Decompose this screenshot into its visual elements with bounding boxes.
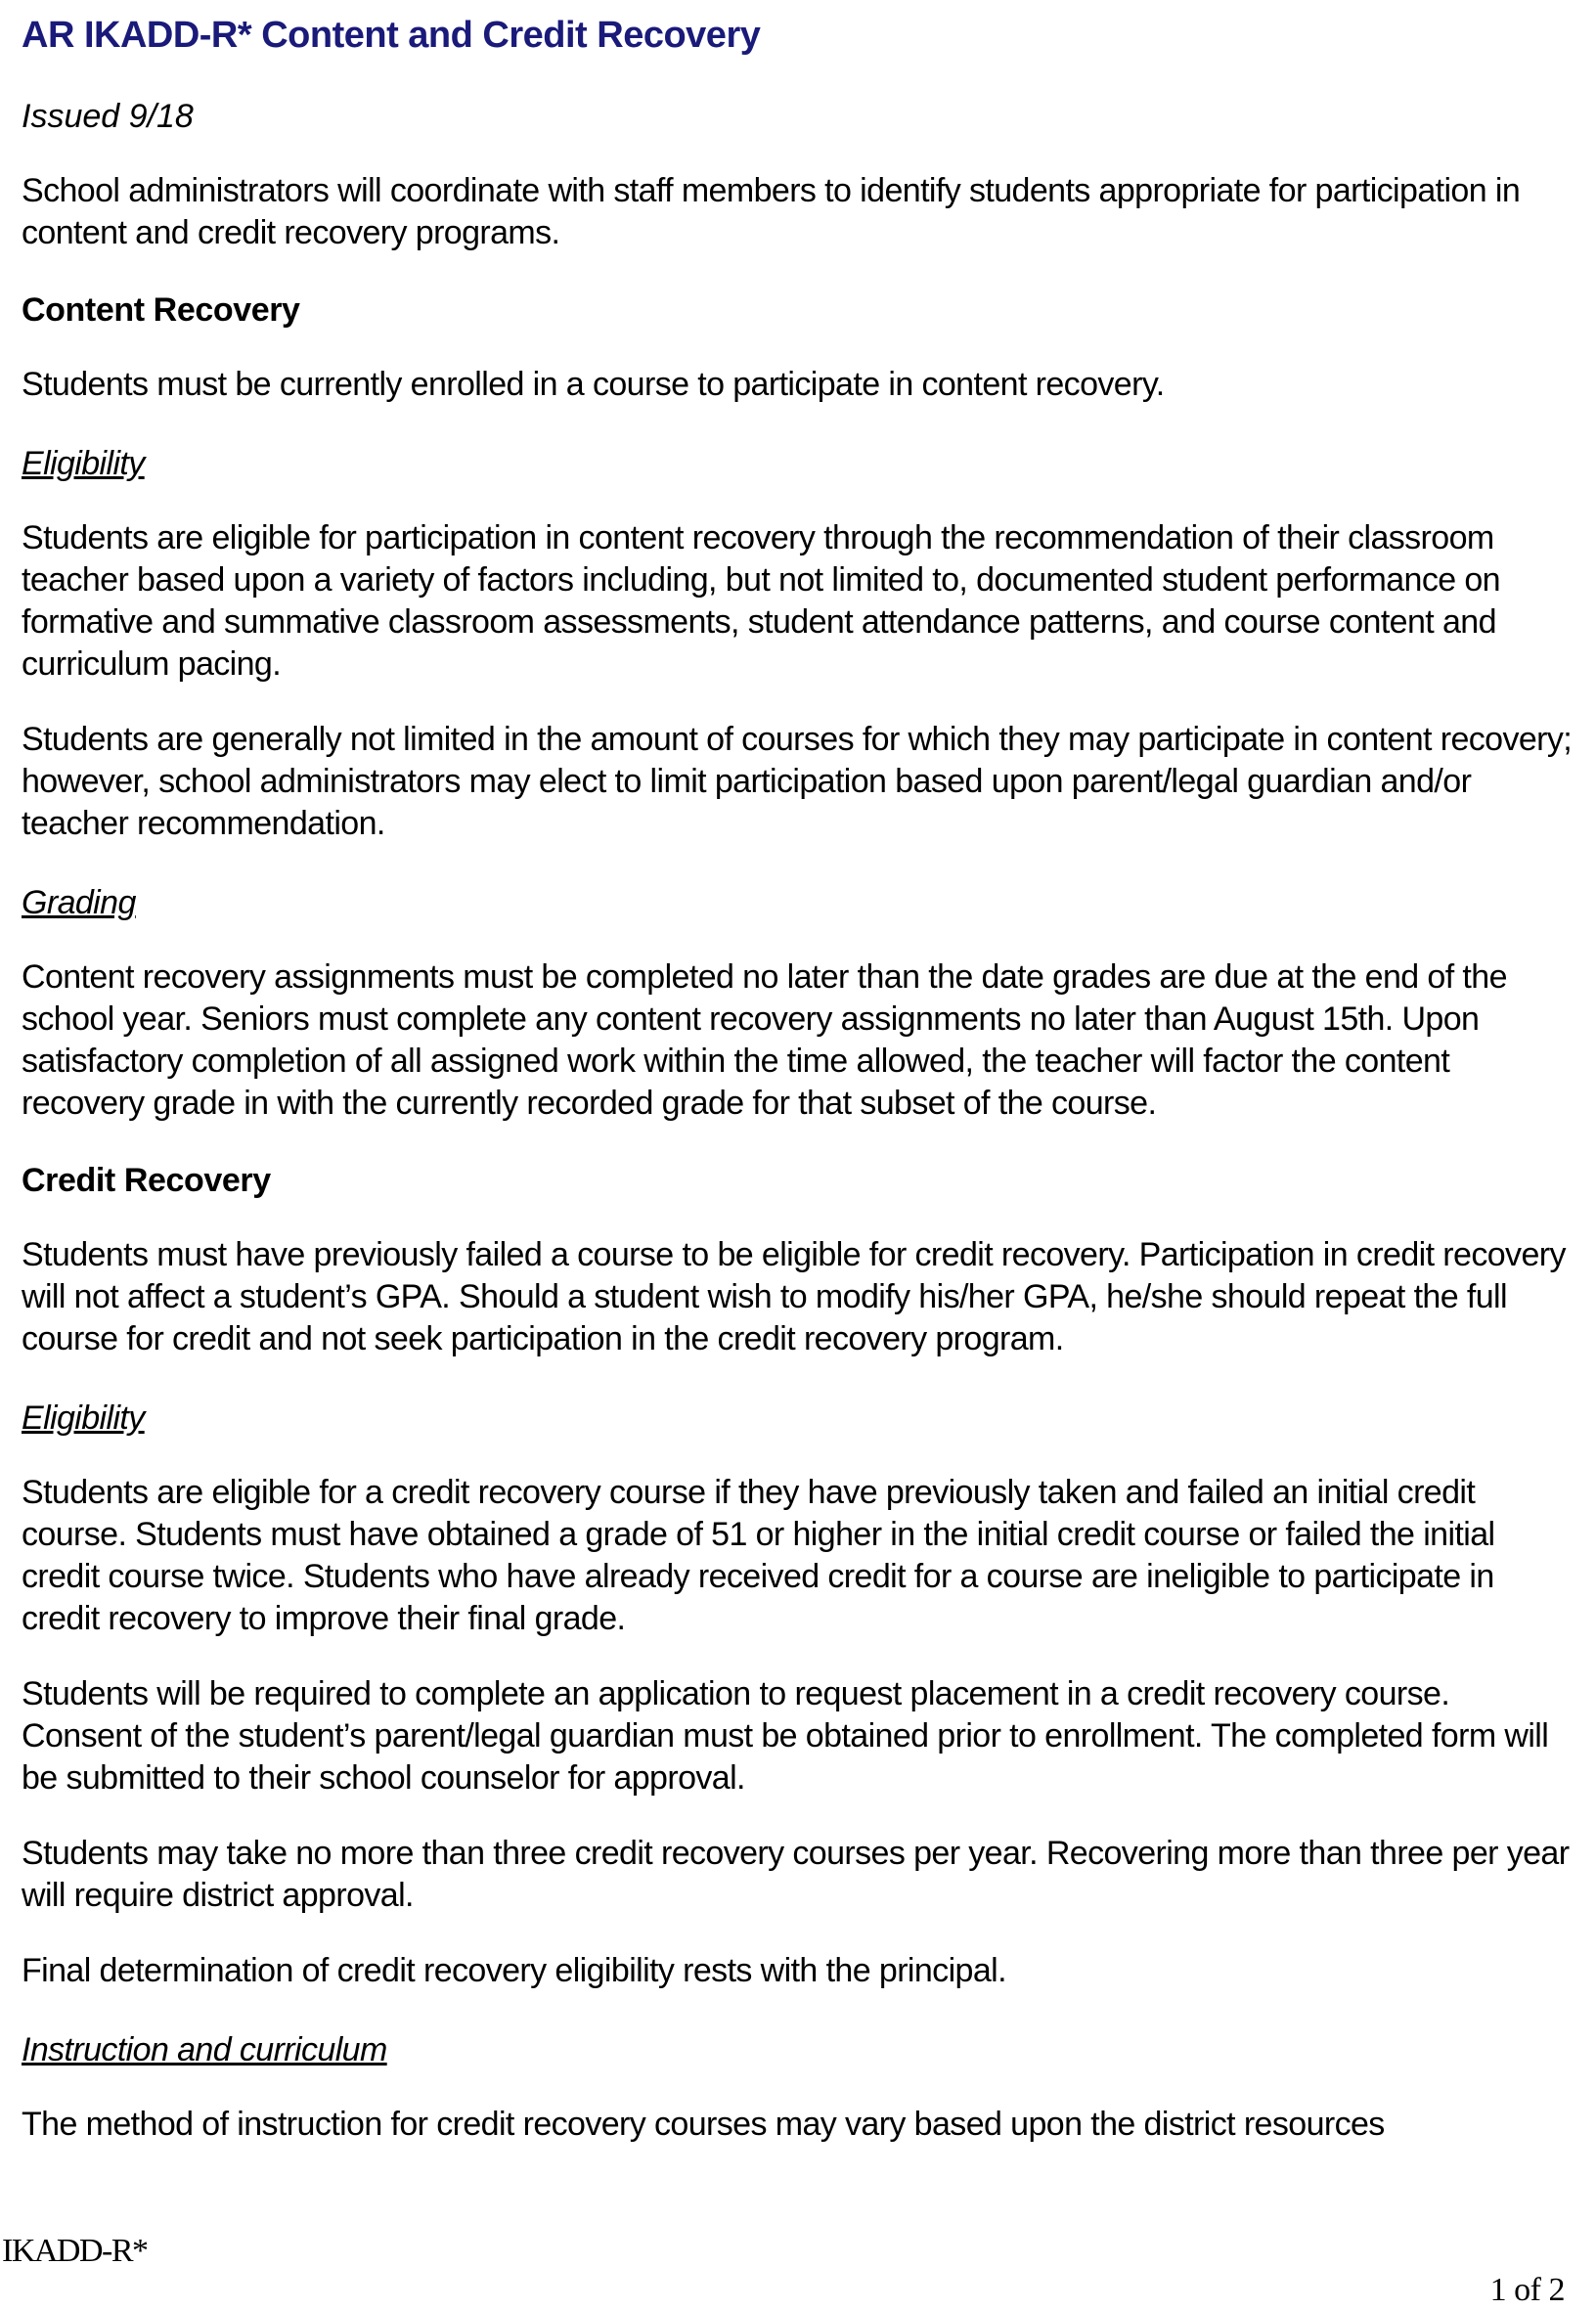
credit-eligibility-paragraph-3: Students may take no more than three credit recovery courses per year. Recovering more than three per year will require district approval. xyxy=(22,1835,1570,1914)
content-eligibility-heading: Eligibility xyxy=(22,445,145,482)
content-recovery-intro: Students must be currently enrolled in a course to participate in content recovery. xyxy=(22,366,1165,403)
issued-date: Issued 9/18 xyxy=(22,98,194,135)
credit-eligibility-paragraph-2: Students will be required to complete an application to request placement in a credit recovery course. Consent of the student’s parent/legal guardian must be obtained prior to enrollment. The completed form will be submitted to their school counselor for approval. xyxy=(22,1675,1549,1797)
credit-eligibility-paragraph-4: Final determination of credit recovery eligibility rests with the principal. xyxy=(22,1952,1006,1989)
credit-eligibility-paragraph-1: Students are eligible for a credit recovery course if they have previously taken and failed an initial credit course. Students must have obtained a grade of 51 or higher in the initial credit course or failed the initial credit course twice. Students who have already received credit for a course are ineligible to participate in credit recovery to improve their final grade. xyxy=(22,1474,1495,1637)
content-recovery-heading: Content Recovery xyxy=(22,291,300,329)
credit-eligibility-heading: Eligibility xyxy=(22,1399,145,1437)
instruction-paragraph: The method of instruction for credit recovery courses may vary based upon the district resources xyxy=(22,2106,1385,2143)
content-eligibility-paragraph-2: Students are generally not limited in the amount of courses for which they may participate in content recovery; however, school administrators may elect to limit participation based upon parent/legal guardian and/or teacher recommendation. xyxy=(22,721,1573,842)
document-title: AR IKADD-R* Content and Credit Recovery xyxy=(22,15,761,56)
credit-recovery-intro: Students must have previously failed a course to be eligible for credit recovery. Participation in credit recovery will not affect a student’s GPA. Should a student wish to modify his/her GPA, he/she should repeat the full course for credit and not seek participation in the credit recovery program. xyxy=(22,1236,1566,1357)
credit-recovery-heading: Credit Recovery xyxy=(22,1162,271,1199)
intro-paragraph: School administrators will coordinate with staff members to identify students appropriate for participation in content and credit recovery programs. xyxy=(22,172,1521,251)
instruction-curriculum-heading: Instruction and curriculum xyxy=(22,2031,387,2068)
grading-heading: Grading xyxy=(22,884,136,921)
footer-policy-code: IKADD-R* xyxy=(2,2233,148,2269)
document-page xyxy=(22,0,1576,2146)
footer-page-number: 1 of 2 xyxy=(1489,2272,1565,2308)
grading-paragraph: Content recovery assignments must be completed no later than the date grades are due at the end of the school year. Seniors must complete any content recovery assignments no later than August 15th. Upon satisfactory completion of all assigned work within the time allowed, the teacher will factor the content recovery grade in with the currently recorded grade for that subset of the course. xyxy=(22,958,1507,1122)
content-eligibility-paragraph-1: Students are eligible for participation in content recovery through the recommendation of their classroom teacher based upon a variety of factors including, but not limited to, documented student performance on formative and summative classroom assessments, student attendance patterns, and course content and curriculum pacing. xyxy=(22,519,1500,683)
